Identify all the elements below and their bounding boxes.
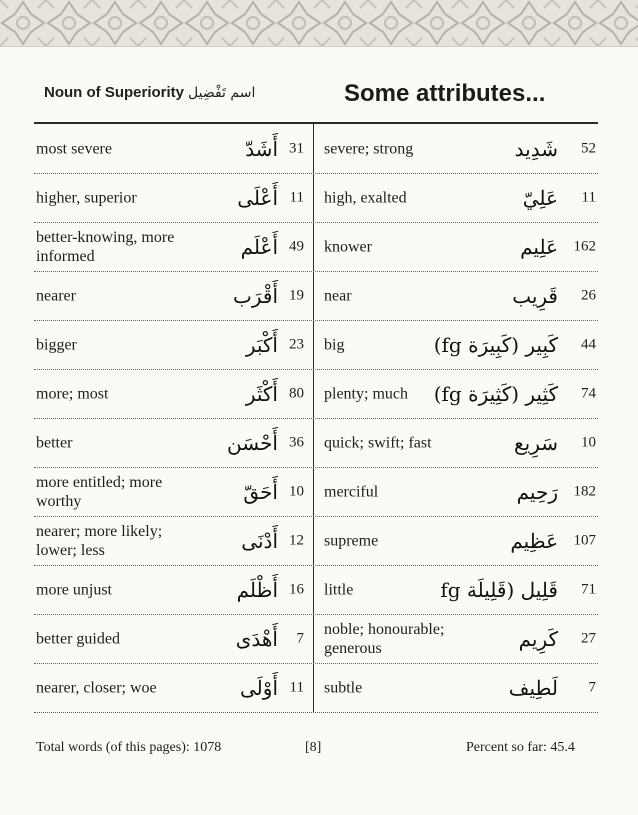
left-frequency: 23 xyxy=(289,336,304,352)
left-english-meaning: higher, superior xyxy=(36,189,137,206)
percent-so-far: Percent so far: 45.4 xyxy=(466,740,575,755)
left-frequency: 11 xyxy=(289,189,304,205)
total-words: Total words (of this pages): 1078 xyxy=(36,740,222,755)
table-row xyxy=(34,516,598,566)
left-section-title-arabic: اسم تَفْضِيل xyxy=(188,85,256,101)
decorative-banner xyxy=(0,0,638,47)
left-english-meaning: more entitled; more worthy xyxy=(36,473,163,510)
right-frequency: 74 xyxy=(581,385,596,401)
table-row xyxy=(34,663,598,712)
right-frequency: 162 xyxy=(573,238,596,254)
right-english-meaning: quick; swift; fast xyxy=(324,434,432,451)
right-arabic-word: عَلِيّ xyxy=(522,185,558,210)
table-row xyxy=(34,173,598,223)
left-english-meaning: more unjust xyxy=(36,581,112,598)
table-row xyxy=(34,271,598,321)
left-arabic-word: أَشَدّ xyxy=(245,136,278,161)
left-arabic-word: أَعْلَم xyxy=(240,234,278,259)
right-frequency: 11 xyxy=(581,189,596,205)
right-arabic-word: لَطِيف xyxy=(508,675,558,700)
right-english-meaning: severe; strong xyxy=(324,140,414,157)
right-english-meaning: high, exalted xyxy=(324,189,407,206)
left-arabic-word: أَكْبَر xyxy=(245,332,278,357)
right-english-meaning: noble; honourable; generous xyxy=(324,620,445,657)
right-english-meaning: little xyxy=(324,581,354,598)
left-arabic-word: أَظْلَم xyxy=(236,577,278,602)
table-row xyxy=(34,222,598,272)
left-frequency: 7 xyxy=(296,630,304,646)
right-arabic-word: كَبِير (كَبِيرَة fg) xyxy=(433,332,558,357)
right-arabic-word: قَلِيل (قَلِيلَة fg xyxy=(440,577,558,602)
right-section-title: Some attributes... xyxy=(344,80,546,107)
table-row xyxy=(34,124,598,174)
left-frequency: 16 xyxy=(289,581,304,597)
right-english-meaning: subtle xyxy=(324,679,363,696)
left-english-meaning: nearer; more likely; lower; less xyxy=(36,522,163,559)
table-row xyxy=(34,467,598,517)
left-frequency: 49 xyxy=(289,238,304,254)
table-row xyxy=(34,369,598,419)
right-frequency: 107 xyxy=(573,532,596,548)
left-english-meaning: better xyxy=(36,434,73,451)
right-english-meaning: near xyxy=(324,287,352,304)
right-english-meaning: big xyxy=(324,336,345,353)
right-frequency: 182 xyxy=(573,483,596,499)
right-arabic-word: قَرِيب xyxy=(512,283,558,308)
right-arabic-word: رَحِيم xyxy=(516,479,558,504)
right-frequency: 7 xyxy=(588,679,596,695)
left-frequency: 31 xyxy=(289,140,304,156)
right-english-meaning: knower xyxy=(324,238,372,255)
right-arabic-word: كَرِيم xyxy=(518,626,558,651)
right-frequency: 27 xyxy=(581,630,596,646)
left-frequency: 12 xyxy=(289,532,304,548)
vocabulary-table xyxy=(34,122,598,713)
arabesque-pattern-icon xyxy=(0,0,638,46)
left-arabic-word: أَحَقّ xyxy=(243,479,278,504)
right-frequency: 52 xyxy=(581,140,596,156)
left-frequency: 19 xyxy=(289,287,304,303)
left-arabic-word: أَقْرَب xyxy=(233,283,278,308)
right-english-meaning: merciful xyxy=(324,483,379,500)
right-arabic-word: شَدِيد xyxy=(514,136,558,161)
right-frequency: 71 xyxy=(581,581,596,597)
table-row xyxy=(34,614,598,664)
page-number: [8] xyxy=(305,740,322,755)
left-frequency: 80 xyxy=(289,385,304,401)
left-english-meaning: more; most xyxy=(36,385,109,402)
right-arabic-word: عَلِيم xyxy=(520,234,558,259)
right-frequency: 10 xyxy=(581,434,596,450)
left-english-meaning: nearer xyxy=(36,287,76,304)
left-frequency: 11 xyxy=(289,679,304,695)
left-english-meaning: bigger xyxy=(36,336,77,353)
left-english-meaning: most severe xyxy=(36,140,112,157)
right-frequency: 26 xyxy=(581,287,596,303)
left-arabic-word: أَدْنَى xyxy=(241,528,278,553)
right-arabic-word: عَظِيم xyxy=(510,528,558,553)
right-frequency: 44 xyxy=(581,336,596,352)
table-row xyxy=(34,418,598,468)
left-section-title: Noun of Superiority اسم تَفْضِيل xyxy=(44,84,256,101)
right-english-meaning: plenty; much xyxy=(324,385,408,402)
left-frequency: 36 xyxy=(289,434,304,450)
left-english-meaning: better-knowing, more informed xyxy=(36,228,175,265)
right-arabic-word: كَثِير (كَثِيرَة fg) xyxy=(433,381,558,406)
left-arabic-word: أَهْدَى xyxy=(235,626,278,651)
right-arabic-word: سَرِيع xyxy=(513,430,558,455)
right-english-meaning: supreme xyxy=(324,532,379,549)
left-frequency: 10 xyxy=(289,483,304,499)
left-arabic-word: أَكْثَر xyxy=(245,381,278,406)
left-arabic-word: أَعْلَى xyxy=(237,185,278,210)
left-english-meaning: nearer, closer; woe xyxy=(36,679,157,696)
left-english-meaning: better guided xyxy=(36,630,120,647)
table-row xyxy=(34,565,598,615)
left-arabic-word: أَوْلَى xyxy=(240,675,278,700)
table-row xyxy=(34,320,598,370)
left-arabic-word: أَحْسَن xyxy=(227,430,278,455)
